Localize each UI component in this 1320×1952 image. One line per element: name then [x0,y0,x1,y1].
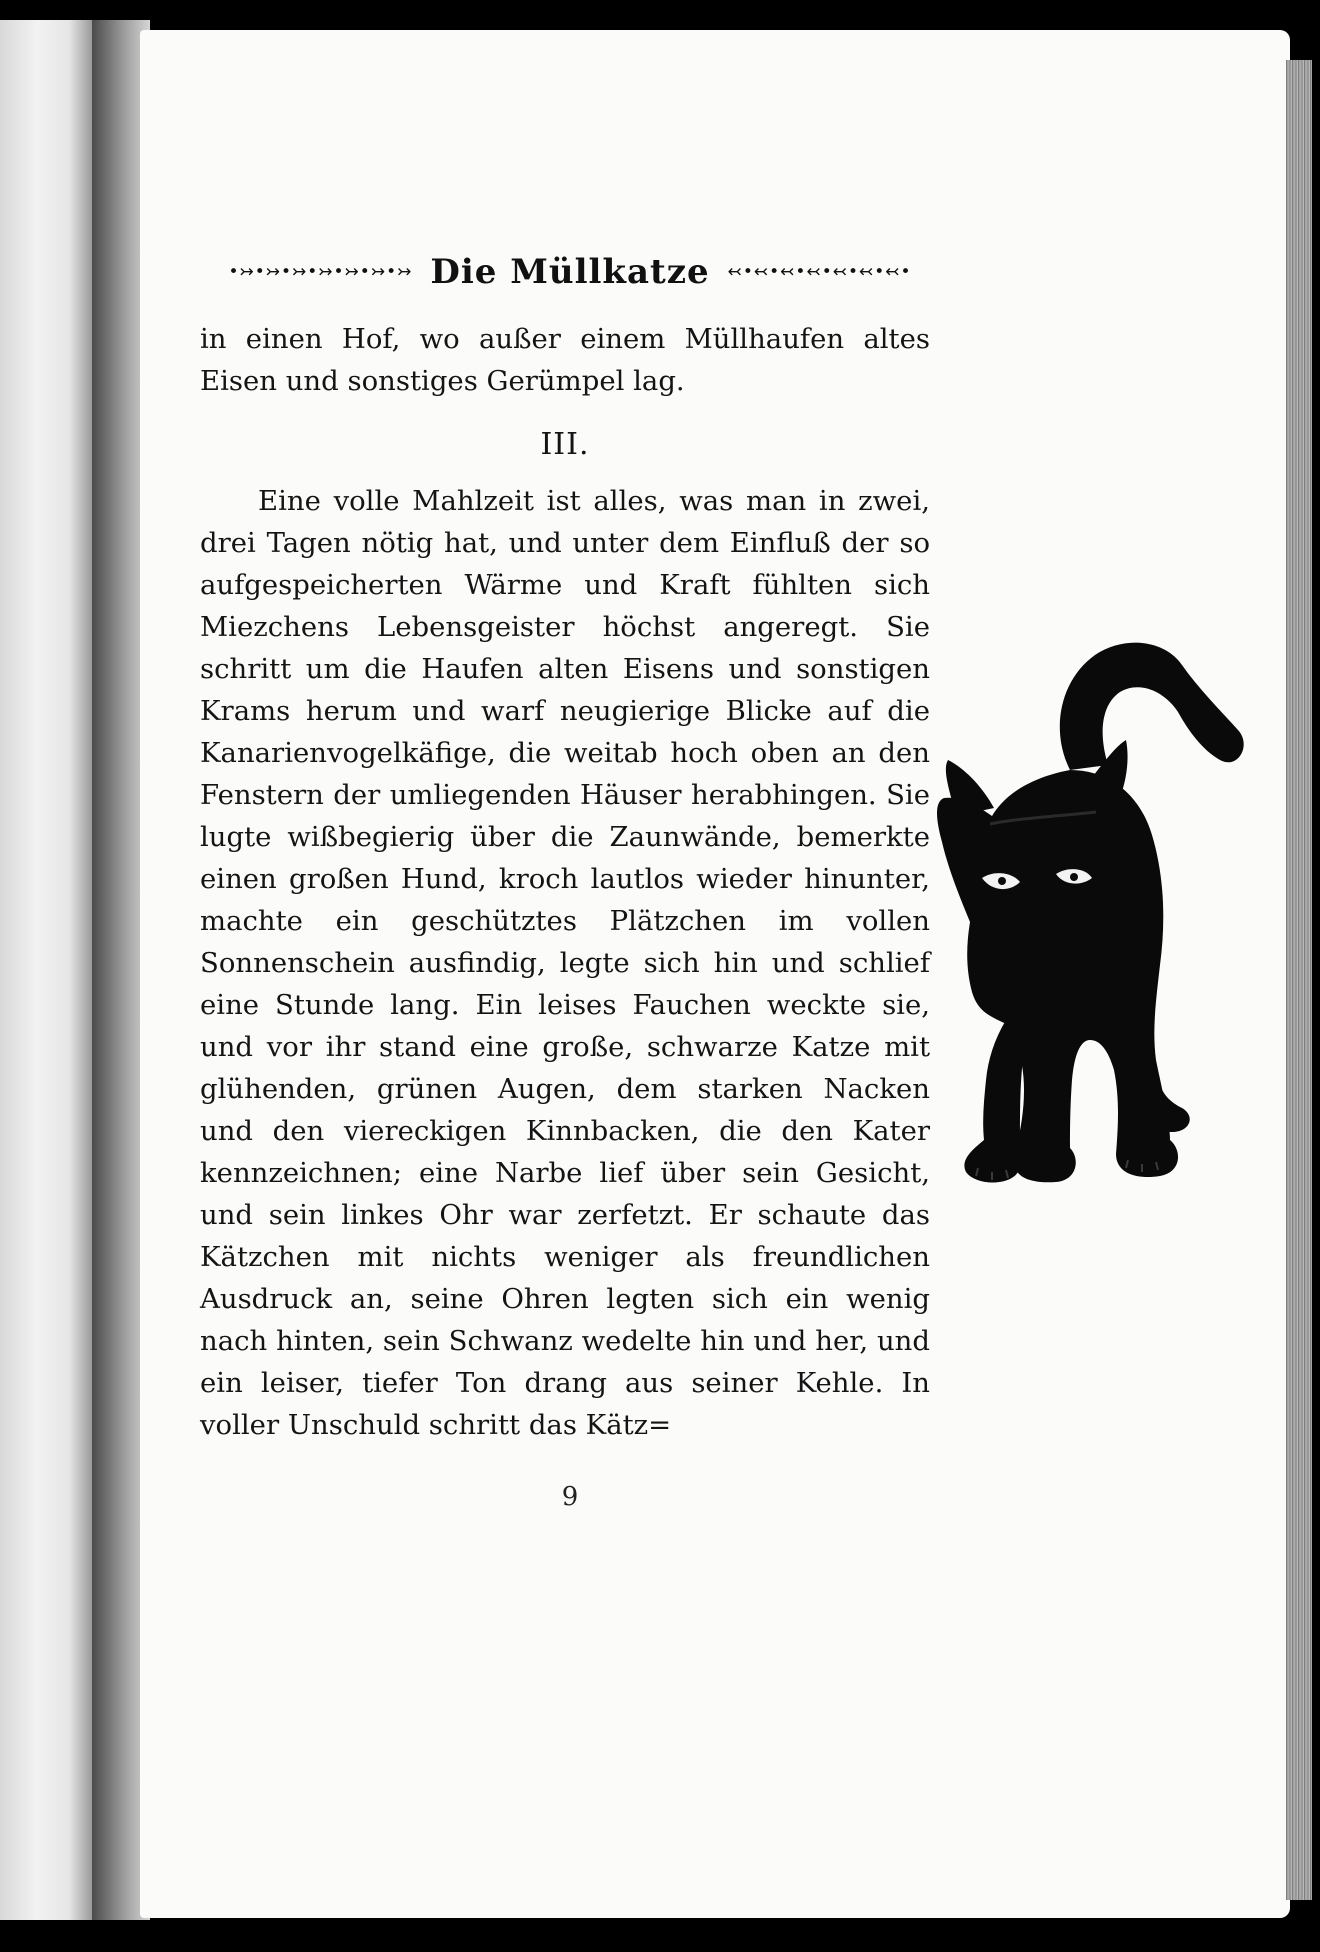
cat-tail [1060,643,1244,770]
cat-left-pupil [998,877,1006,885]
chapter-heading: III. [540,427,590,462]
continued-paragraph: in einen Hof, wo außer einem Müllhaufen altes Eisen und sonstiges Gerümpel lag. [200,323,930,397]
black-cat-illustration [920,620,1300,1240]
ornament-right: ↢•↢•↢•↢•↢•↢•↢• [727,262,912,282]
ornament-left: •↣•↣•↣•↣•↣•↣•↣ [228,262,413,282]
cat-right-pupil [1070,873,1078,881]
running-head [200,248,940,296]
previous-page-edge [0,20,92,1920]
body-text [200,318,930,1446]
page-number: 9 [561,1482,579,1512]
cat-left-leg [964,1020,1024,1183]
main-paragraph: Eine volle Mahlzeit ist alles, was man in zwei, drei Tagen nötig hat, und unter dem Einfluß der so aufgespeicherten Wärme und Kraft fühlten sich Miezchens Lebensgeister höchst angeregt. Sie schritt um die Haufen alten Eisens und sonstigen Krams herum und warf neugierige Blicke auf die Kanarienvogelkäfige, die weitab hoch oben an den Fenstern der umliegenden Häuser herabhingen. Sie lugte wißbegierig über die Zaunwände, bemerkte einen großen Hund, kroch lautlos wieder hinunter, machte ein geschütztes Plätzchen im vollen Sonnenschein ausfindig, legte sich hin und schlief eine Stunde lang. Ein leises Fauchen weckte sie, und vor ihr stand eine große, schwarze Katze mit glühenden, grünen Augen, dem starken Nacken und den viereckigen Kinnbacken, die den Kater kennzeichnen; eine Narbe lief über sein Gesicht, und sein linkes Ohr war zerfetzt. Er schaute das Kätzchen mit nichts weniger als freundlichen Ausdruck an, seine Ohren legten sich ein wenig nach hinten, sein Schwanz wedelte hin und her, und ein leiser, tiefer Ton drang aus seiner Kehle. In voller Unschuld schritt das Kätz= [200,485,930,1441]
running-head-title: Die Müllkatze [430,252,710,292]
